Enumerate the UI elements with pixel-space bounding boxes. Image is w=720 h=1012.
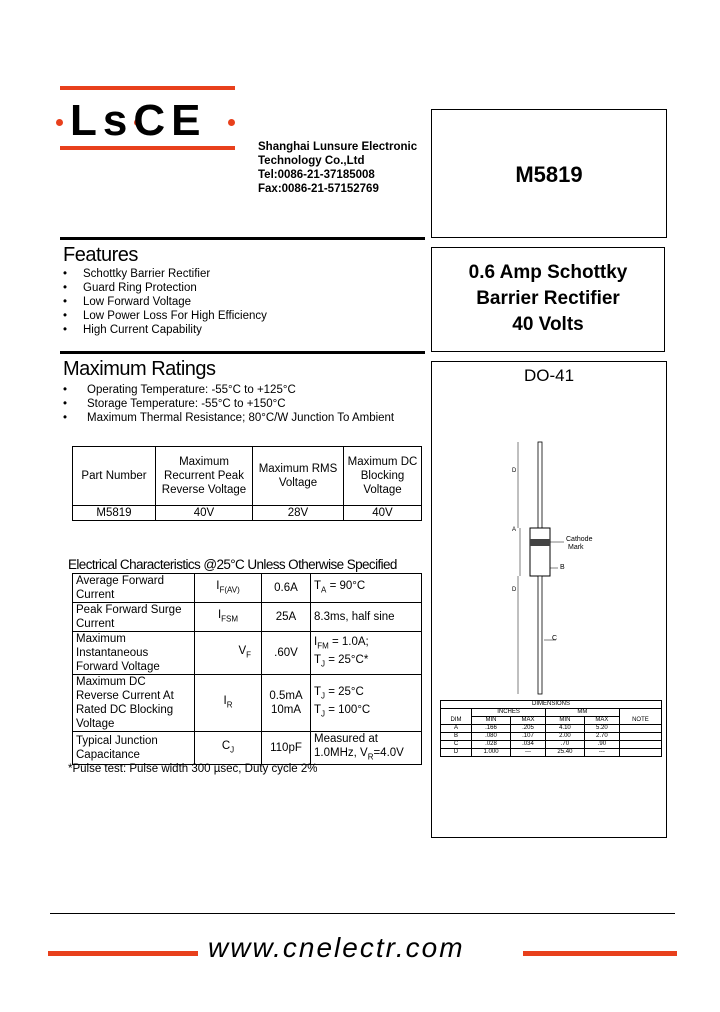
label-mark: Mark	[568, 544, 584, 551]
dim-cell: .107	[510, 733, 545, 741]
rating-item: • Maximum Thermal Resistance; 80°C/W Junction To Ambient	[63, 411, 394, 425]
dim-header: DIM	[441, 709, 472, 725]
cathode-band	[530, 539, 550, 546]
feature-item: • Low Power Loss For High Efficiency	[63, 309, 267, 323]
dim-cell: .205	[510, 725, 545, 733]
ratings-header: Maximum DC Blocking Voltage	[344, 447, 422, 506]
label-cathode: Cathode	[566, 536, 593, 543]
elec-symbol: $I_R$	[195, 675, 262, 732]
elec-param: Maximum Instantaneous Forward Voltage	[73, 632, 195, 675]
ratings-cell: M5819	[73, 506, 156, 521]
elec-param: Peak Forward Surge Current	[73, 603, 195, 632]
logo-dot-left	[56, 119, 63, 126]
elec-param: Average Forward Current	[73, 574, 195, 603]
feature-item: • Low Forward Voltage	[63, 295, 267, 309]
elec-param: Maximum DC Reverse Current At Rated DC Blocking Voltage	[73, 675, 195, 732]
dim-cell: .080	[472, 733, 511, 741]
ratings-heading: Maximum Ratings	[63, 358, 216, 380]
footer-red-bar-right	[523, 951, 677, 956]
company-name-1: Shanghai Lunsure Electronic	[258, 141, 418, 153]
dim-header: MIN	[545, 717, 584, 725]
elec-value: 0.6A	[262, 574, 311, 603]
top-lead	[538, 442, 542, 528]
part-number-box	[431, 109, 667, 238]
dim-cell	[619, 725, 661, 733]
features-heading: Features	[63, 244, 138, 266]
dim-cell	[619, 749, 661, 757]
feature-item: • Schottky Barrier Rectifier	[63, 267, 267, 281]
elec-condition: 8.3ms, half sine	[311, 603, 422, 632]
dim-cell: C	[441, 741, 472, 749]
dim-cell: A	[441, 725, 472, 733]
ratings-header: Part Number	[73, 447, 156, 506]
rating-item: • Operating Temperature: -55°C to +125°C	[63, 383, 394, 397]
ratings-cell: 40V	[156, 506, 253, 521]
dim-cell: 4.10	[545, 725, 584, 733]
dim-header: MIN	[472, 717, 511, 725]
ratings-cell: 40V	[344, 506, 422, 521]
product-title-box	[431, 247, 665, 352]
elec-symbol: $I_{FSM}$	[195, 603, 262, 632]
label-b: B	[560, 564, 565, 571]
company-name-2: Technology Co.,Ltd	[258, 155, 365, 167]
feature-item: • High Current Capability	[63, 323, 267, 337]
dim-cell: 1.000	[472, 749, 511, 757]
footer-url-link[interactable]: www.cnelectr.com	[208, 932, 465, 963]
ratings-table	[72, 446, 422, 521]
dim-cell: .028	[472, 741, 511, 749]
dim-cell	[619, 733, 661, 741]
company-tel: Tel:0086-21-37185008	[258, 169, 375, 181]
package-box	[431, 361, 667, 838]
dim-cell: .70	[545, 741, 584, 749]
elec-param: Typical Junction Capacitance	[73, 732, 195, 765]
bottom-lead	[538, 576, 542, 694]
dim-header: MAX	[584, 717, 619, 725]
logo-bottom-bar	[60, 146, 235, 150]
dim-cell: .166	[472, 725, 511, 733]
dim-cell: .034	[510, 741, 545, 749]
label-a: A	[512, 527, 517, 533]
diode-body	[530, 528, 550, 576]
logo	[70, 96, 230, 146]
dimensions-title: DIMENSIONS	[441, 701, 662, 709]
dim-cell: ---	[584, 749, 619, 757]
footer-rule	[50, 913, 675, 914]
footer-red-bar-left	[48, 951, 198, 956]
ratings-header: Maximum RMS Voltage	[253, 447, 344, 506]
label-c: C	[552, 635, 558, 642]
package-name: DO-41	[523, 366, 575, 385]
label-d-top: D	[512, 468, 517, 474]
company-fax: Fax:0086-21-57152769	[258, 183, 379, 195]
package-outline-drawing	[432, 422, 666, 742]
dim-cell: ---	[510, 749, 545, 757]
title-line-3: 40 Volts	[512, 314, 584, 335]
dim-header: NOTE	[619, 709, 661, 725]
dim-cell: .90	[584, 741, 619, 749]
elec-symbol: $C_J$	[195, 732, 262, 765]
elec-value: 25A	[262, 603, 311, 632]
logo-text: LsCE	[70, 96, 207, 145]
dim-cell: 2.00	[545, 733, 584, 741]
elec-condition: $T_A = 90^\circ C$	[311, 574, 422, 603]
elec-value: 110pF	[262, 732, 311, 765]
dim-cell: 2.70	[584, 733, 619, 741]
elec-symbol: $V_F$	[195, 632, 262, 675]
logo-top-bar	[60, 86, 235, 90]
dim-header: MAX	[510, 717, 545, 725]
ratings-rule	[60, 351, 425, 354]
dim-group-mm: MM	[545, 709, 619, 717]
elec-condition: Measured at 1.0MHz, $V_R=4.0V$	[311, 732, 422, 765]
elec-symbol: $I_{F(AV)}$	[195, 574, 262, 603]
dimensions-table	[440, 700, 662, 757]
ratings-header: Maximum Recurrent Peak Reverse Voltage	[156, 447, 253, 506]
dim-cell	[619, 741, 661, 749]
ratings-cell: 28V	[253, 506, 344, 521]
title-line-2: Barrier Rectifier	[476, 288, 620, 309]
elec-condition: $T_J = 25^\circ C$ $T_J = 100^\circ C$	[311, 675, 422, 732]
dim-cell: B	[441, 733, 472, 741]
pulse-note: *Pulse test: Pulse width 300 µsec, Duty cycle 2%	[68, 763, 318, 775]
features-list	[63, 267, 267, 337]
dim-cell: 5.20	[584, 725, 619, 733]
elec-heading: Electrical Characteristics @25°C Unless Otherwise Specified	[68, 557, 397, 572]
dim-group-inches: INCHES	[472, 709, 546, 717]
label-d-bottom: D	[512, 587, 517, 593]
dim-cell: D	[441, 749, 472, 757]
elec-value: .60V	[262, 632, 311, 675]
elec-table	[72, 573, 422, 765]
dim-cell: 25.40	[545, 749, 584, 757]
company-info	[258, 140, 417, 196]
part-number: M5819	[515, 162, 583, 187]
features-rule	[60, 237, 425, 240]
feature-item: • Guard Ring Protection	[63, 281, 267, 295]
ratings-list	[63, 383, 394, 425]
rating-item: • Storage Temperature: -55°C to +150°C	[63, 397, 394, 411]
elec-condition: $I_{FM} = 1.0A$; $T_J = 25^\circ C*$	[311, 632, 422, 675]
elec-value: 0.5mA 10mA	[262, 675, 311, 732]
title-line-1: 0.6 Amp Schottky	[468, 262, 628, 283]
